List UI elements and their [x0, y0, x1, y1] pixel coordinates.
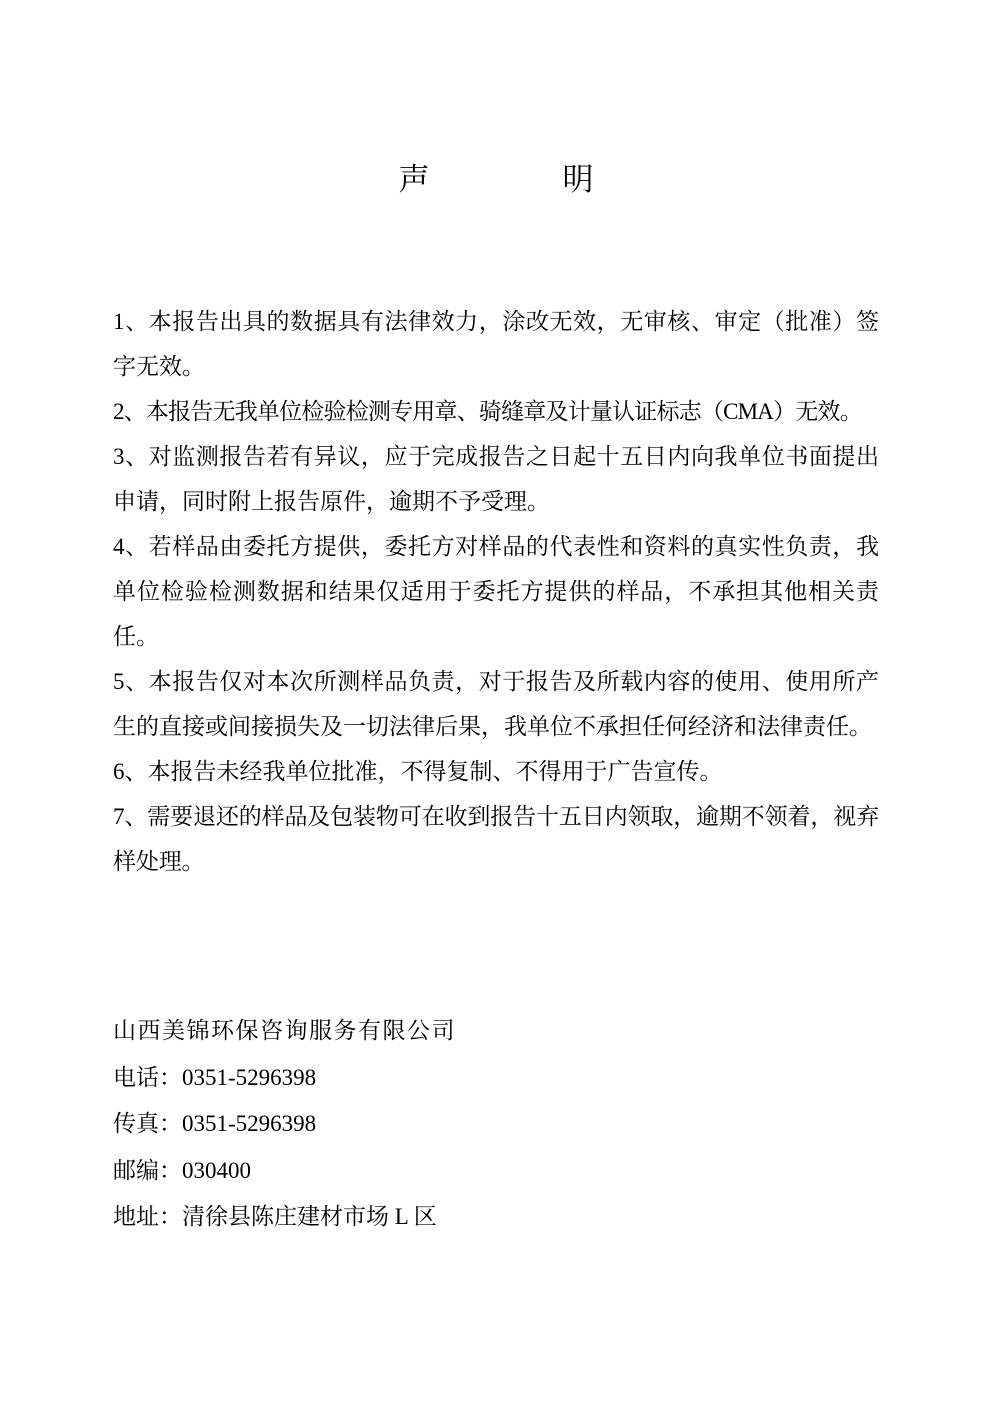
company-fax-line [113, 1101, 879, 1148]
statement-item-7: 7、需要退还的样品及包装物可在收到报告十五日内领取，逾期不领着，视弃样处理。 [113, 804, 879, 874]
fax-value: 0351-5296398 [182, 1111, 317, 1136]
fax-label: 传真： [113, 1111, 182, 1136]
company-name: 山西美锦环保咨询服务有限公司 [113, 1018, 456, 1043]
phone-value: 0351-5296398 [182, 1064, 317, 1090]
page-title: 声明 [398, 162, 727, 197]
company-address-line [113, 1194, 879, 1241]
statement-item-1: 1、本报告出具的数据具有法律效力，涂改无效，无审核、审定（批准）签字无效。 [113, 309, 879, 379]
statement-list [113, 299, 879, 884]
statement-item-2: 2、本报告无我单位检验检测专用章、骑缝章及计量认证标志（CMA）无效。 [113, 399, 862, 424]
address-value: 清徐县陈庄建材市场 L 区 [182, 1204, 437, 1229]
statement-item-3: 3、对监测报告若有异议，应于完成报告之日起十五日内向我单位书面提出申请，同时附上报告原件，逾期不予受理。 [113, 444, 879, 514]
statement-item-4: 4、若样品由委托方提供，委托方对样品的代表性和资料的真实性负责，我单位检验检测数据和结果仅适用于委托方提供的样品，不承担其他相关责任。 [113, 534, 879, 649]
phone-label: 电话： [113, 1064, 182, 1090]
company-info [113, 1008, 879, 1241]
statement-item-5: 5、本报告仅对本次所测样品负责，对于报告及所载内容的使用、使用所产生的直接或间接损失及一切法律后果，我单位不承担任何经济和法律责任。 [113, 669, 879, 739]
address-label: 地址： [113, 1204, 182, 1229]
company-postcode-line [113, 1148, 879, 1195]
postcode-value: 030400 [182, 1157, 251, 1183]
postcode-label: 邮编： [113, 1157, 182, 1183]
statement-item-6: 6、本报告未经我单位批准，不得复制、不得用于广告宣传。 [113, 759, 723, 784]
company-phone-line [113, 1055, 879, 1102]
